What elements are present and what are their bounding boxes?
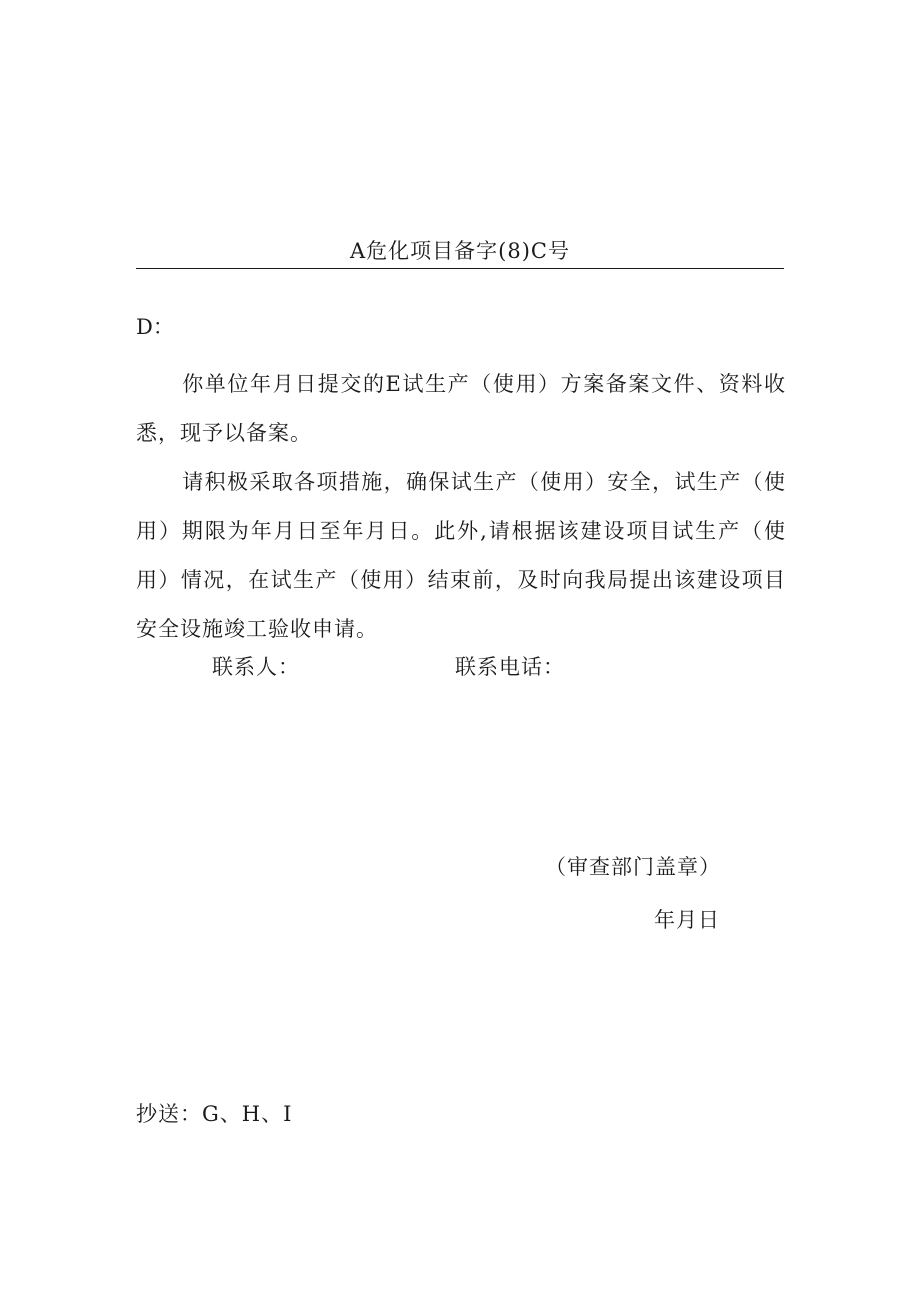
signature-date: 年月日 [654, 908, 720, 932]
salutation: D： [136, 315, 174, 339]
paragraph-filing-received: 你单位年月日提交的E试生产（使用）方案备案文件、资料收悉，现予以备案。 [136, 372, 786, 445]
letter-body [136, 360, 786, 654]
carbon-copy-line: 抄送：G、H、I [136, 1102, 293, 1126]
header-divider [136, 268, 784, 269]
contact-phone-label: 联系电话： [455, 655, 565, 679]
seal-note: （审查部门盖章） [545, 855, 721, 879]
document-number: A危化项目备字(8)C号 [350, 239, 570, 263]
contact-person-label: 联系人： [212, 655, 300, 679]
paragraph-trial-period: 请积极采取各项措施，确保试生产（使用）安全，试生产（使用）期限为年月日至年月日。此外,请根据该建设项目试生产（使用）情况，在试生产（使用）结束前，及时向我局提出该建设项目安全设施竣工验收申请。 [136, 470, 786, 641]
